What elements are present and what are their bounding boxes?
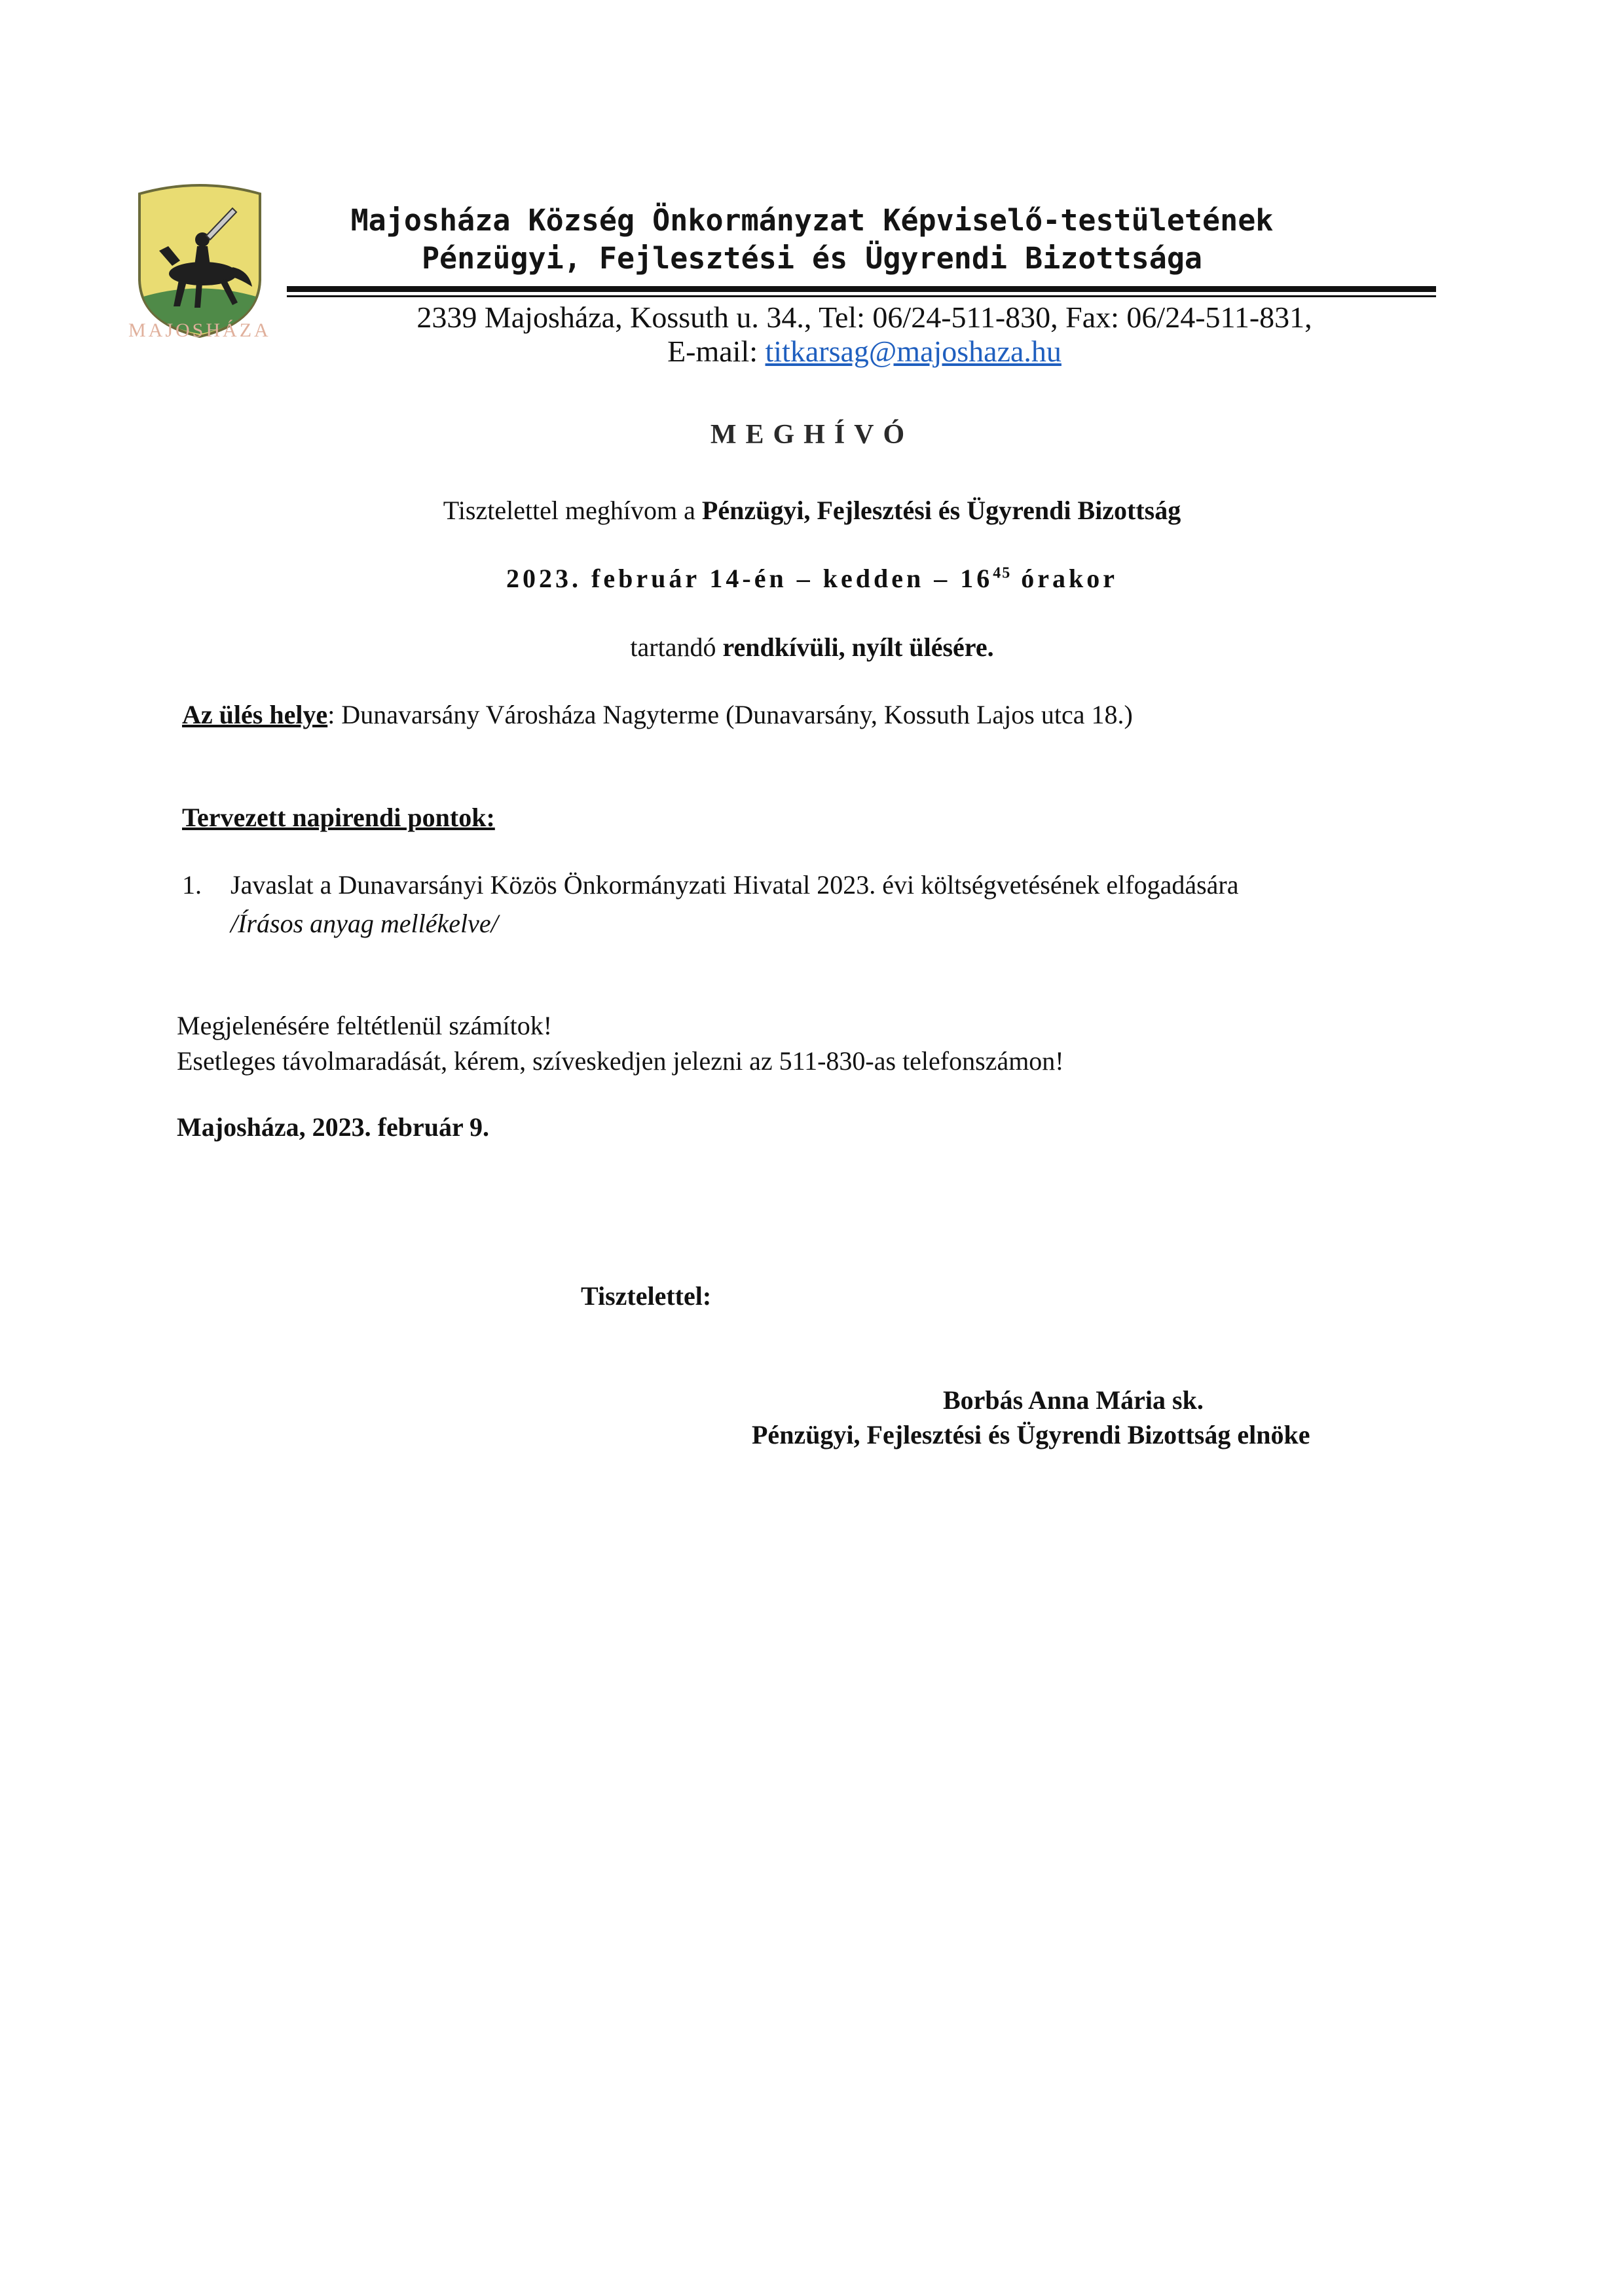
meeting-date-suffix: órakor: [1011, 564, 1118, 593]
invitation-line1: [0, 495, 1624, 526]
header-rule-thin: [287, 295, 1436, 297]
agenda-item-number: 1.: [182, 870, 202, 900]
header-address: 2339 Majosháza, Kossuth u. 34., Tel: 06/24-511-830, Fax: 06/24-511-831,: [416, 301, 1312, 334]
header-email-line: [288, 334, 1441, 369]
meeting-date-line: [0, 563, 1624, 594]
meeting-time-minutes: 45: [993, 564, 1012, 582]
document-title: MEGHÍVÓ: [710, 420, 914, 450]
closing-line1-prefix: Megjelenésére: [177, 1011, 337, 1040]
header-rule-thick: [287, 286, 1436, 292]
venue-text: : Dunavarsány Városháza Nagyterme (Dunavarsány, Kossuth Lajos utca 18.): [327, 700, 1133, 729]
agenda-heading: Tervezett napirendi pontok:: [182, 803, 495, 832]
signature-greeting: Tisztelettel:: [581, 1281, 712, 1311]
signature-name: Borbás Anna Mária sk.: [943, 1385, 1204, 1415]
venue-label: Az ülés helye: [182, 700, 328, 729]
signature-role: Pénzügyi, Fejlesztési és Ügyrendi Bizottság elnöke: [752, 1420, 1310, 1449]
header-org-line2: Pénzügyi, Fejlesztési és Ügyrendi Bizottsága: [421, 241, 1203, 276]
invitation-line3: [0, 632, 1624, 663]
email-label: E-mail:: [667, 335, 758, 368]
invitation-line1-prefix: Tisztelettel meghívom a: [443, 496, 702, 525]
closing-line1-emphasis: feltétlenül számítok!: [336, 1011, 553, 1040]
agenda-item-text: Javaslat a Dunavarsányi Közös Önkormányzati Hivatal 2023. évi költségvetésének elfogadására: [231, 870, 1239, 900]
closing-line2: Esetleges távolmaradását, kérem, szíveskedjen jelezni az 511-830-as telefonszámon!: [177, 1046, 1064, 1076]
invitation-line3-prefix: tartandó: [630, 632, 723, 662]
header-org-line1: Majosháza Község Önkormányzat Képviselő-testületének: [350, 203, 1274, 238]
email-link[interactable]: titkarsag@majoshaza.hu: [765, 335, 1061, 368]
place-and-date: Majosháza, 2023. február 9.: [177, 1112, 489, 1142]
meeting-type: rendkívüli, nyílt ülésére.: [722, 632, 994, 662]
venue-line: [182, 699, 1133, 731]
crest-caption: MAJOSHÁZA: [128, 319, 271, 341]
committee-name: Pénzügyi, Fejlesztési és Ügyrendi Bizottság: [701, 496, 1181, 525]
closing-line1: [177, 1010, 552, 1042]
meeting-date: 2023. február 14-én – kedden – 16: [506, 564, 993, 593]
agenda-item-note: /Írásos anyag mellékelve/: [231, 909, 498, 938]
